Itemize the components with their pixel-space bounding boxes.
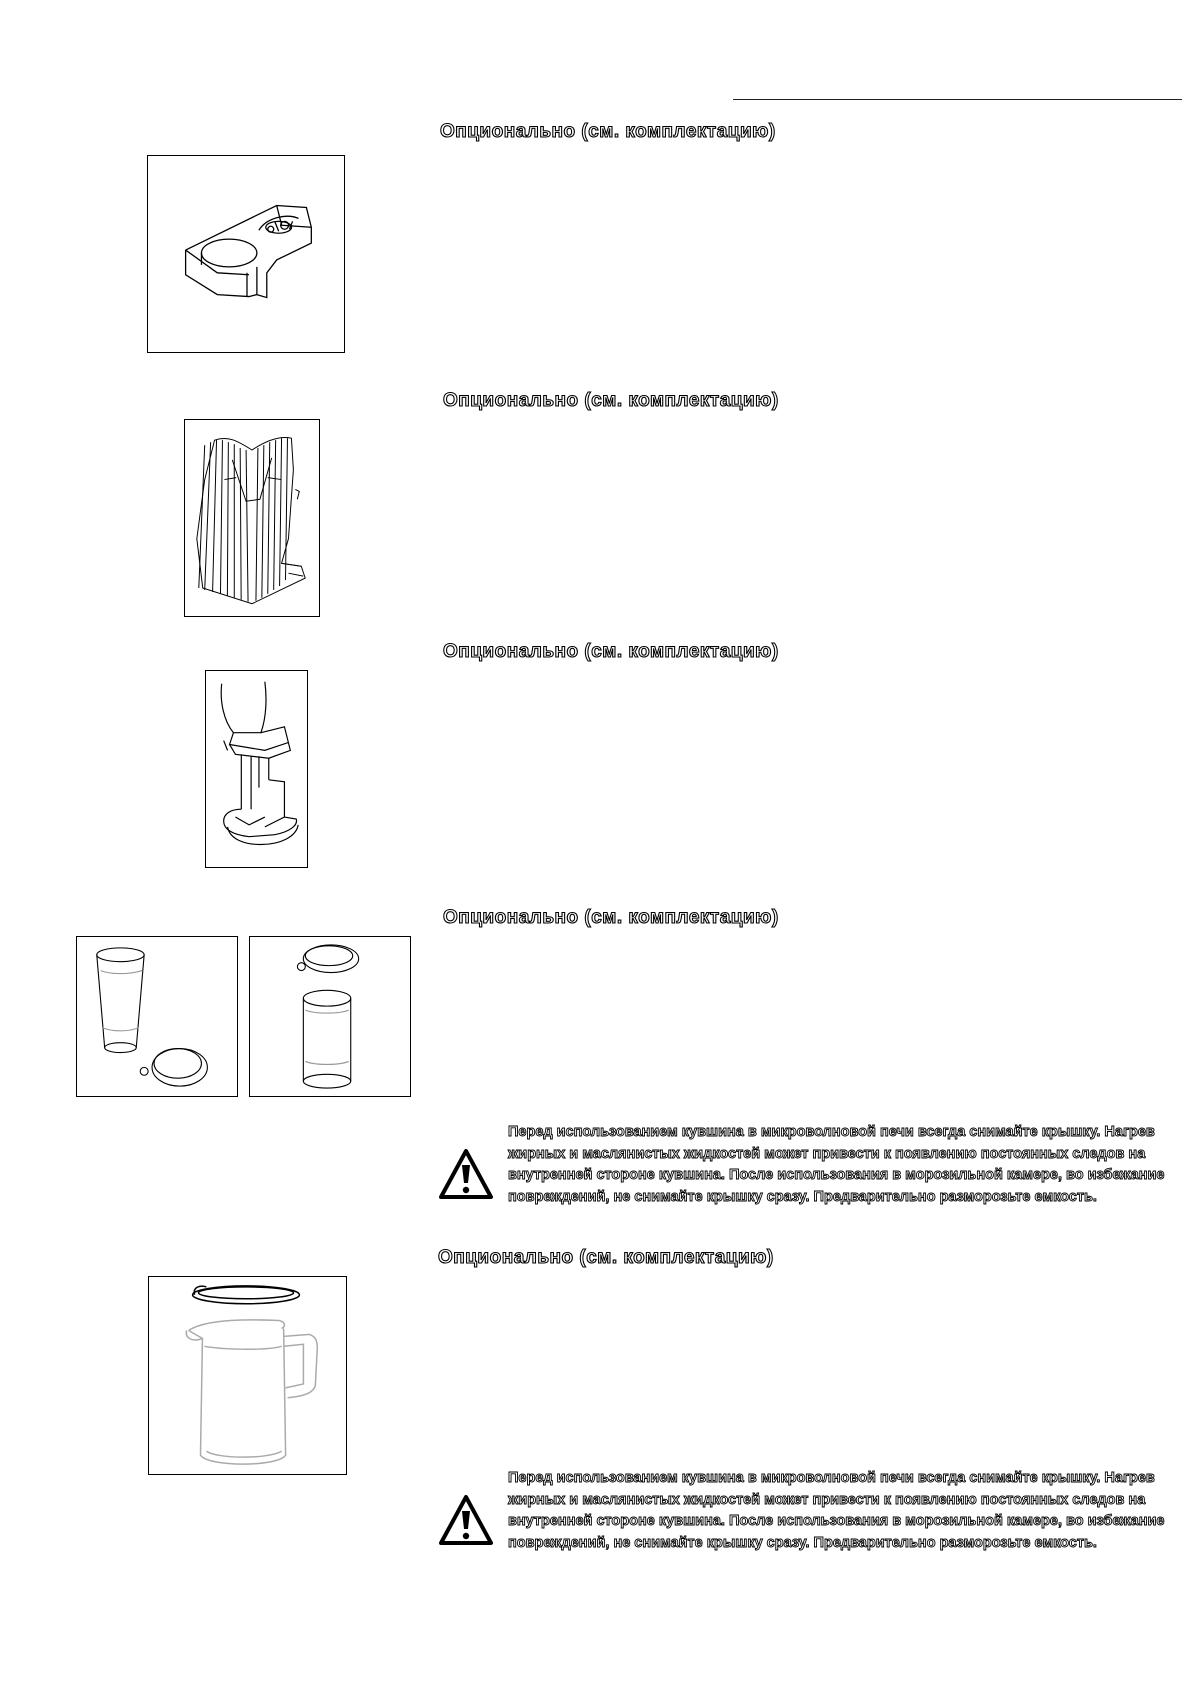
header-rule bbox=[733, 99, 1182, 100]
section-heading: Опционально (см. комплектацию) bbox=[443, 641, 779, 662]
section-heading: Опционально (см. комплектацию) bbox=[443, 390, 779, 411]
section-heading: Опционально (см. комплектацию) bbox=[443, 907, 779, 928]
warning-triangle-icon bbox=[438, 1493, 494, 1549]
beakers-with-lids-illustration bbox=[249, 936, 411, 1097]
wall-stand-illustration bbox=[184, 419, 320, 617]
section-heading: Опционально (см. комплектацию) bbox=[438, 1247, 774, 1268]
blender-stand-illustration bbox=[205, 670, 308, 868]
warning-triangle-icon bbox=[438, 1147, 494, 1203]
jug-with-lid-illustration bbox=[148, 1276, 347, 1475]
beakers-with-lids-illustration bbox=[76, 936, 238, 1097]
warning-text: Перед использованием кувшина в микроволновой печи всегда снимайте крышку. Нагрев жирных и маслянистых жидкостей может привести к появлению постоянных следов на внутренней стороне кувшина. После использования в морозильной камере, во избежание повреждений, не снимайте крышку сразу. Предварительно разморозьте емкость. bbox=[508, 1124, 1165, 1205]
warning-text: Перед использованием кувшина в микроволновой печи всегда снимайте крышку. Нагрев жирных и маслянистых жидкостей может привести к появлению постоянных следов на внутренней стороне кувшина. После использования в морозильной камере, во избежание повреждений, не снимайте крышку сразу. Предварительно разморозьте емкость. bbox=[508, 1470, 1165, 1551]
section-heading: Опционально (см. комплектацию) bbox=[440, 121, 776, 142]
blender-holder-illustration bbox=[147, 155, 345, 353]
